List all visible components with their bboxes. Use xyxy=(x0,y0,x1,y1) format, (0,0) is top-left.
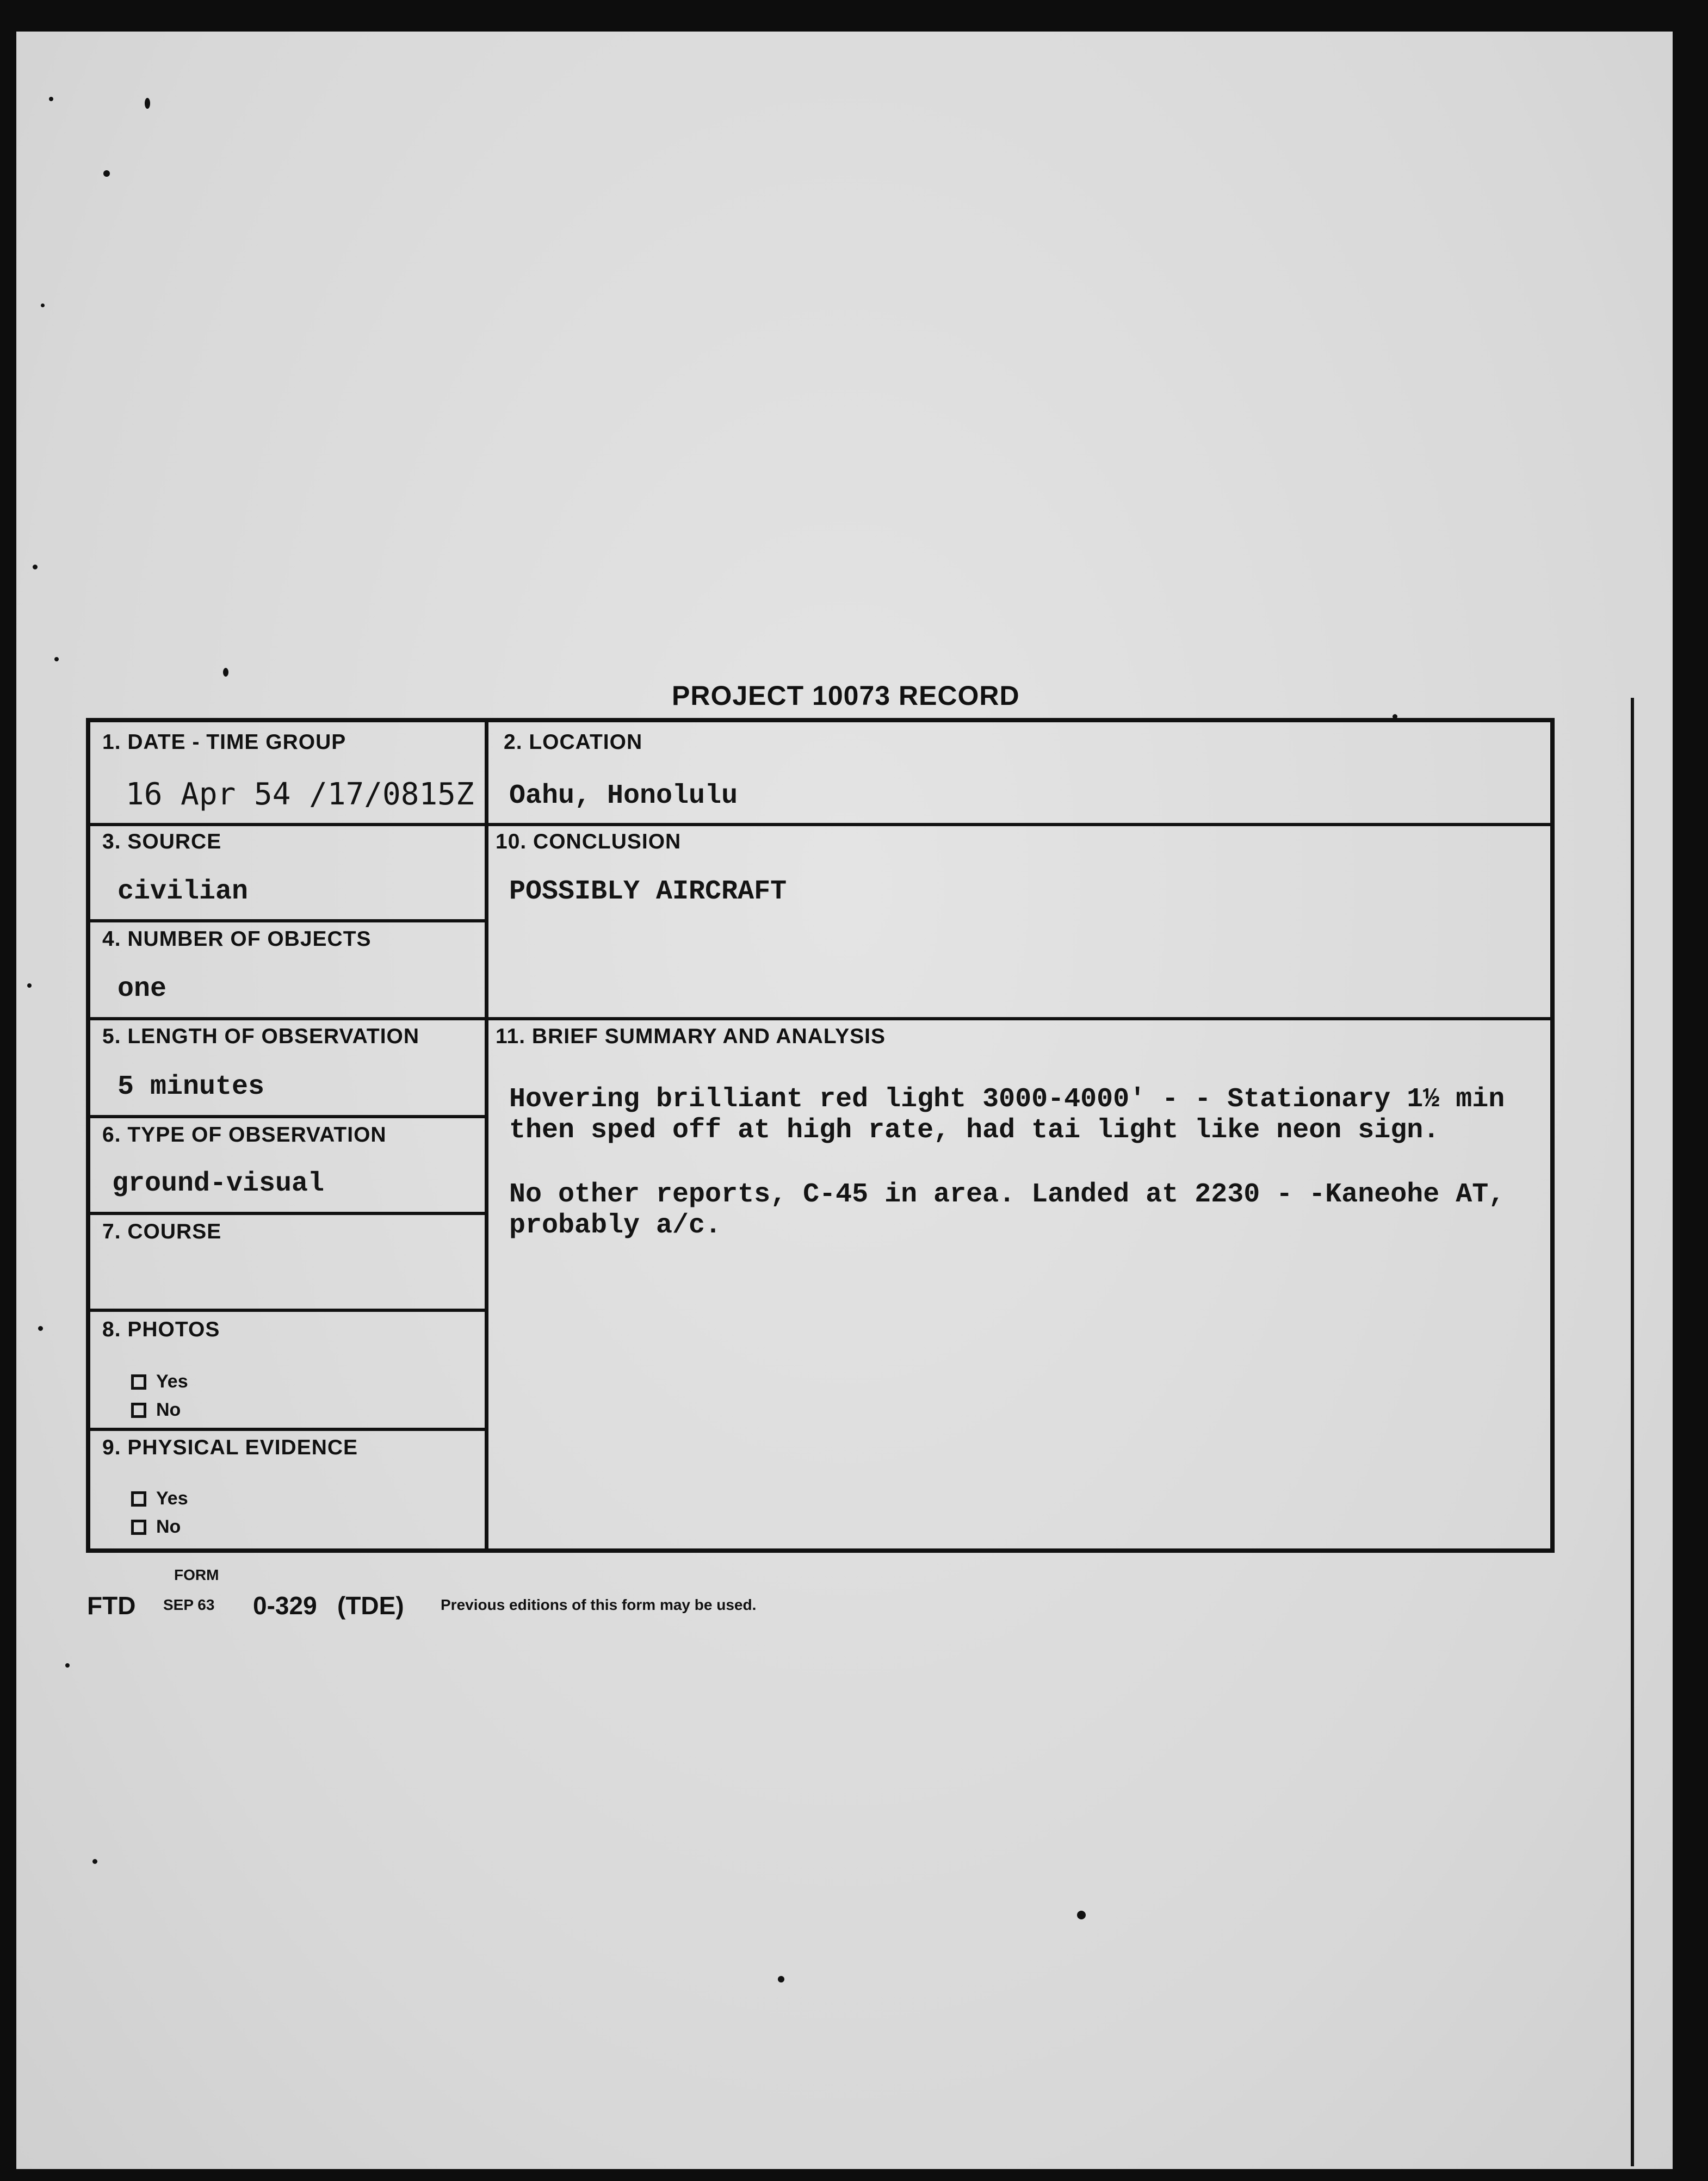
checkbox-icon xyxy=(131,1403,146,1418)
summary-line: probably a/c. xyxy=(509,1210,722,1241)
summary-line: then sped off at high rate, had tai light like neon sign. xyxy=(509,1115,1440,1146)
footer-form-date: SEP 63 xyxy=(163,1596,215,1613)
checkbox-icon xyxy=(131,1491,146,1507)
physical-evidence-yes-option[interactable] xyxy=(131,1488,188,1509)
length-of-observation-value: 5 minutes xyxy=(117,1071,265,1102)
column-divider xyxy=(485,722,488,1548)
course-label: 7. COURSE xyxy=(102,1220,222,1243)
footer-form-code: (TDE) xyxy=(337,1591,404,1620)
length-of-observation-label: 5. LENGTH OF OBSERVATION xyxy=(102,1025,420,1048)
photos-no-label: No xyxy=(156,1399,181,1420)
scan-speck xyxy=(54,657,59,661)
number-of-objects-value: one xyxy=(117,974,167,1005)
footer-form-number: 0-329 xyxy=(253,1591,317,1620)
number-of-objects-label: 4. NUMBER OF OBJECTS xyxy=(102,927,372,951)
row-divider xyxy=(90,919,485,922)
scan-speck xyxy=(778,1976,784,1982)
checkbox-icon xyxy=(131,1520,146,1535)
row-divider xyxy=(90,1017,485,1020)
scan-speck xyxy=(33,565,38,569)
scan-speck xyxy=(49,97,53,101)
summary-line: No other reports, C-45 in area. Landed at 2230 - -Kaneohe AT, xyxy=(509,1179,1505,1210)
physical-evidence-no-label: No xyxy=(156,1516,181,1537)
physical-evidence-no-option[interactable] xyxy=(131,1516,181,1538)
row-divider xyxy=(90,823,485,826)
scan-speck xyxy=(145,98,150,109)
scan-speck xyxy=(65,1663,70,1668)
scan-speck xyxy=(223,668,228,677)
scan-speck xyxy=(92,1859,97,1864)
date-time-value: 16 Apr 54 /17/0815Z xyxy=(126,777,474,812)
physical-evidence-yes-label: Yes xyxy=(156,1488,188,1509)
checkbox-icon xyxy=(131,1374,146,1390)
photos-yes-option[interactable] xyxy=(131,1371,188,1392)
row-divider xyxy=(90,1309,485,1312)
row-divider xyxy=(90,1428,485,1431)
scan-speck xyxy=(1077,1911,1086,1919)
conclusion-label: 10. CONCLUSION xyxy=(496,830,682,853)
summary-label: 11. BRIEF SUMMARY AND ANALYSIS xyxy=(496,1025,886,1048)
type-of-observation-label: 6. TYPE OF OBSERVATION xyxy=(102,1123,387,1147)
date-time-label: 1. DATE - TIME GROUP xyxy=(102,730,346,754)
scan-speck xyxy=(103,170,110,177)
footer-form-word: FORM xyxy=(174,1566,219,1583)
form-title: PROJECT 10073 RECORD xyxy=(672,680,1020,711)
scan-speck xyxy=(38,1326,43,1331)
footer-ftd: FTD xyxy=(87,1591,136,1620)
source-value: civilian xyxy=(117,876,249,907)
scan-speck xyxy=(27,983,32,988)
record-form xyxy=(86,718,1555,1553)
row-divider xyxy=(90,1115,485,1118)
physical-evidence-label: 9. PHYSICAL EVIDENCE xyxy=(102,1436,358,1459)
footer-note: Previous editions of this form may be used. xyxy=(441,1596,757,1613)
photos-label: 8. PHOTOS xyxy=(102,1318,220,1341)
source-label: 3. SOURCE xyxy=(102,830,222,853)
scan-speck xyxy=(41,303,45,307)
photos-no-option[interactable] xyxy=(131,1399,181,1421)
row-divider xyxy=(485,1017,1555,1020)
location-value: Oahu, Honolulu xyxy=(509,780,738,811)
summary-line: Hovering brilliant red light 3000-4000' - - Stationary 1½ min xyxy=(509,1084,1505,1115)
scan-edge-line xyxy=(1631,698,1634,2166)
photos-yes-label: Yes xyxy=(156,1371,188,1392)
type-of-observation-value: ground-visual xyxy=(112,1168,325,1199)
conclusion-value: POSSIBLY AIRCRAFT xyxy=(509,876,787,907)
row-divider xyxy=(90,1212,485,1215)
location-label: 2. LOCATION xyxy=(504,730,643,754)
row-divider xyxy=(485,823,1555,826)
